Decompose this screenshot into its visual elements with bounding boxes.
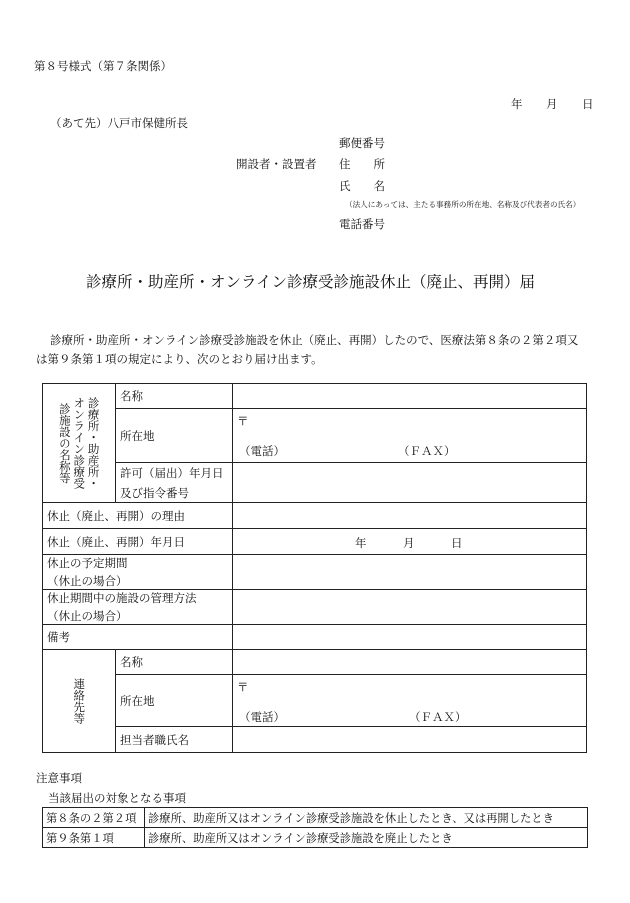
postal-code-label: 郵便番号	[339, 136, 385, 150]
contact-location-label: 所在地	[116, 675, 233, 727]
date-day-label: 日	[582, 97, 594, 111]
suspension-date-month: 月	[403, 536, 415, 550]
contact-postal-mark: 〒	[237, 680, 249, 694]
notes-description-cell: 診療所、助産所又はオンライン診療受診施設を廃止したとき	[145, 828, 588, 848]
suspension-reason-label: 休止（廃止、再開）の理由	[43, 503, 233, 529]
facility-phone-label: （電話）	[239, 444, 285, 458]
document-title: 診療所・助産所・オンライン診療受診施設休止（廃止、再開）届	[86, 273, 536, 291]
body-text-line-1: 診療所・助産所・オンライン診療受診施設を休止（廃止、再開）したので、医療法第８条の２第２項又	[50, 333, 579, 347]
suspension-period-label-cell	[43, 555, 233, 590]
date-month-label: 月	[546, 97, 558, 111]
facility-name-field[interactable]	[233, 384, 587, 409]
management-method-label: 休止期間中の施設の管理方法	[47, 591, 197, 605]
notes-subheading: 当該届出の対象となる事項	[48, 791, 186, 805]
management-method-field[interactable]	[233, 590, 587, 625]
facility-group-label-cell	[43, 384, 116, 503]
date-year-label: 年	[511, 97, 523, 111]
name-label: 氏 名	[339, 179, 385, 193]
management-method-note: （休止の場合）	[47, 609, 128, 623]
contact-location-field[interactable]	[233, 675, 587, 727]
facility-location-field[interactable]	[233, 409, 587, 463]
suspension-period-label: 休止の予定期間	[47, 556, 128, 570]
notes-description-cell: 診療所、助産所又はオンライン診療受診施設を休止したとき、又は再開したとき	[145, 808, 588, 828]
notes-row	[43, 808, 588, 828]
facility-group-label: 診療所・助産所・オンライン診療受診施設の名称等	[57, 397, 101, 489]
notes-row	[43, 828, 588, 848]
contact-fax-label: （ＦＡＸ）	[409, 710, 467, 724]
notes-article-cell: 第９条第１項	[43, 828, 145, 848]
contact-name-field[interactable]	[233, 650, 587, 675]
suspension-period-field[interactable]	[233, 555, 587, 590]
contact-name-label: 名称	[116, 650, 233, 675]
facility-location-label: 所在地	[116, 409, 233, 463]
contact-group-label: 連絡先等	[72, 678, 87, 724]
notes-table	[42, 807, 588, 848]
body-text-line-2: は第９条第１項の規定により、次のとおり届け出ます。	[36, 352, 323, 366]
form-number: 第８号様式（第７条関係）	[34, 59, 172, 73]
suspension-date-day: 日	[451, 536, 463, 550]
contact-phone-label: （電話）	[239, 710, 285, 724]
applicant-role-label: 開設者・設置者	[236, 157, 317, 171]
permit-number-label: 及び指令番号	[120, 485, 189, 500]
suspension-date-year: 年	[355, 536, 367, 550]
facility-postal-mark: 〒	[237, 414, 249, 428]
phone-number-label: 電話番号	[339, 217, 385, 231]
contact-group-label-cell	[43, 650, 116, 753]
suspension-period-note: （休止の場合）	[47, 574, 128, 588]
permit-date-label-cell	[116, 463, 233, 503]
address-label: 住 所	[339, 157, 385, 171]
suspension-reason-field[interactable]	[233, 503, 587, 529]
suspension-date-label: 休止（廃止、再開）年月日	[43, 529, 233, 555]
remarks-label: 備考	[43, 625, 233, 650]
management-method-label-cell	[43, 590, 233, 625]
addressee: （あて先）八戸市保健所長	[50, 116, 188, 130]
permit-date-field[interactable]	[233, 463, 587, 503]
notification-form-table	[42, 383, 587, 753]
corporation-note: （法人にあっては、主たる事務所の所在地、名称及び代表者の氏名）	[345, 200, 581, 209]
remarks-field[interactable]	[233, 625, 587, 650]
permit-date-label: 許可（届出）年月日	[120, 465, 224, 480]
facility-name-label: 名称	[116, 384, 233, 409]
contact-person-field[interactable]	[233, 727, 587, 753]
notes-heading: 注意事項	[36, 771, 82, 785]
facility-fax-label: （ＦＡＸ）	[398, 444, 456, 458]
notes-article-cell: 第８条の２第２項	[43, 808, 145, 828]
contact-person-label: 担当者職氏名	[116, 727, 233, 753]
suspension-date-field[interactable]	[233, 529, 587, 555]
